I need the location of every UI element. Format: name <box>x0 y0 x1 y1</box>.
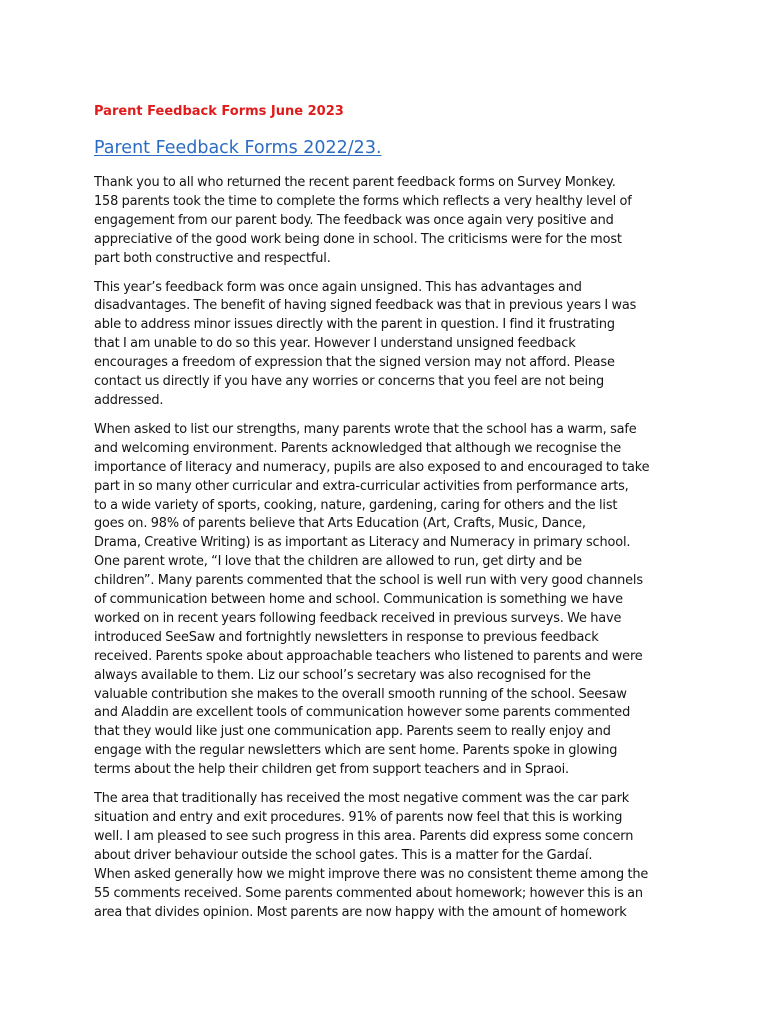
text-line: The area that traditionally has received the most negative comment was the car park <box>94 791 630 807</box>
text-line: 55 comments received. Some parents commented about homework; however this is an <box>94 885 643 901</box>
text-line: and welcoming environment. Parents acknowledged that although we recognise the <box>94 440 622 456</box>
paragraph-unsigned-form <box>94 279 680 411</box>
text-line: able to address minor issues directly with the parent in question. I find it frustrating <box>94 317 615 333</box>
text-line: encourages a freedom of expression that the signed version may not afford. Please <box>94 355 615 371</box>
text-line: and Aladdin are excellent tools of communication however some parents commented <box>94 705 631 721</box>
text-line: appreciative of the good work being done in school. The criticisms were for the most <box>94 231 622 247</box>
text-line: goes on. 98% of parents believe that Arts Education (Art, Crafts, Music, Dance, <box>94 516 586 532</box>
text-line: When asked generally how we might improve there was no consistent theme among the <box>94 866 649 882</box>
text-line: well. I am pleased to see such progress in this area. Parents did express some concern <box>94 828 634 844</box>
document-title: Parent Feedback Forms 2022/23. <box>94 138 382 158</box>
text-line: disadvantages. The benefit of having signed feedback was that in previous years I was <box>94 298 637 314</box>
text-line: engage with the regular newsletters which are sent home. Parents spoke in glowing <box>94 743 618 759</box>
text-line: about driver behaviour outside the school gates. This is a matter for the Gardaí. <box>94 847 593 863</box>
text-line: children”. Many parents commented that the school is well run with very good channels <box>94 573 643 589</box>
text-line: One parent wrote, “I love that the children are allowed to run, get dirty and be <box>94 554 582 570</box>
text-line: to a wide variety of sports, cooking, nature, gardening, caring for others and the list <box>94 497 618 513</box>
text-line: area that divides opinion. Most parents are now happy with the amount of homework <box>94 904 627 920</box>
text-line: part in so many other curricular and extra-curricular activities from performance arts, <box>94 478 629 494</box>
text-line: This year’s feedback form was once again unsigned. This has advantages and <box>94 279 582 295</box>
document-header-line: Parent Feedback Forms June 2023 <box>94 104 344 119</box>
text-line: situation and entry and exit procedures. 91% of parents now feel that this is working <box>94 810 623 825</box>
paragraph-strengths <box>94 421 680 780</box>
text-line: importance of literacy and numeracy, pupils are also exposed to and encouraged to take <box>94 459 650 475</box>
text-line: contact us directly if you have any worries or concerns that you feel are not being <box>94 374 605 390</box>
text-line: always available to them. Liz our school’s secretary was also recognised for the <box>94 667 591 683</box>
text-line: When asked to list our strengths, many parents wrote that the school has a warm, safe <box>94 421 637 437</box>
text-line: introduced SeeSaw and fortnightly newsletters in response to previous feedback <box>94 629 599 645</box>
text-line: of communication between home and school. Communication is something we have <box>94 592 623 608</box>
text-line: 158 parents took the time to complete the forms which reflects a very healthy level of <box>94 193 632 209</box>
text-line: valuable contribution she makes to the overall smooth running of the school. Seesaw <box>94 686 627 702</box>
text-line: Drama, Creative Writing) is as important as Literacy and Numeracy in primary school. <box>94 535 631 551</box>
text-line: worked on in recent years following feedback received in previous surveys. We have <box>94 610 622 626</box>
text-line: addressed. <box>94 392 164 408</box>
text-line: engagement from our parent body. The feedback was once again very positive and <box>94 212 614 228</box>
text-line: received. Parents spoke about approachable teachers who listened to parents and were <box>94 648 643 664</box>
paragraph-car-park <box>94 790 680 922</box>
text-line: Thank you to all who returned the recent parent feedback forms on Survey Monkey. <box>94 175 616 190</box>
text-line: part both constructive and respectful. <box>94 250 331 266</box>
text-line: terms about the help their children get from support teachers and in Spraoi. <box>94 762 569 778</box>
paragraph-thanks <box>94 174 680 269</box>
text-line: that they would like just one communication app. Parents seem to really enjoy and <box>94 724 611 740</box>
text-line: that I am unable to do so this year. However I understand unsigned feedback <box>94 336 576 352</box>
document-body <box>94 174 680 932</box>
